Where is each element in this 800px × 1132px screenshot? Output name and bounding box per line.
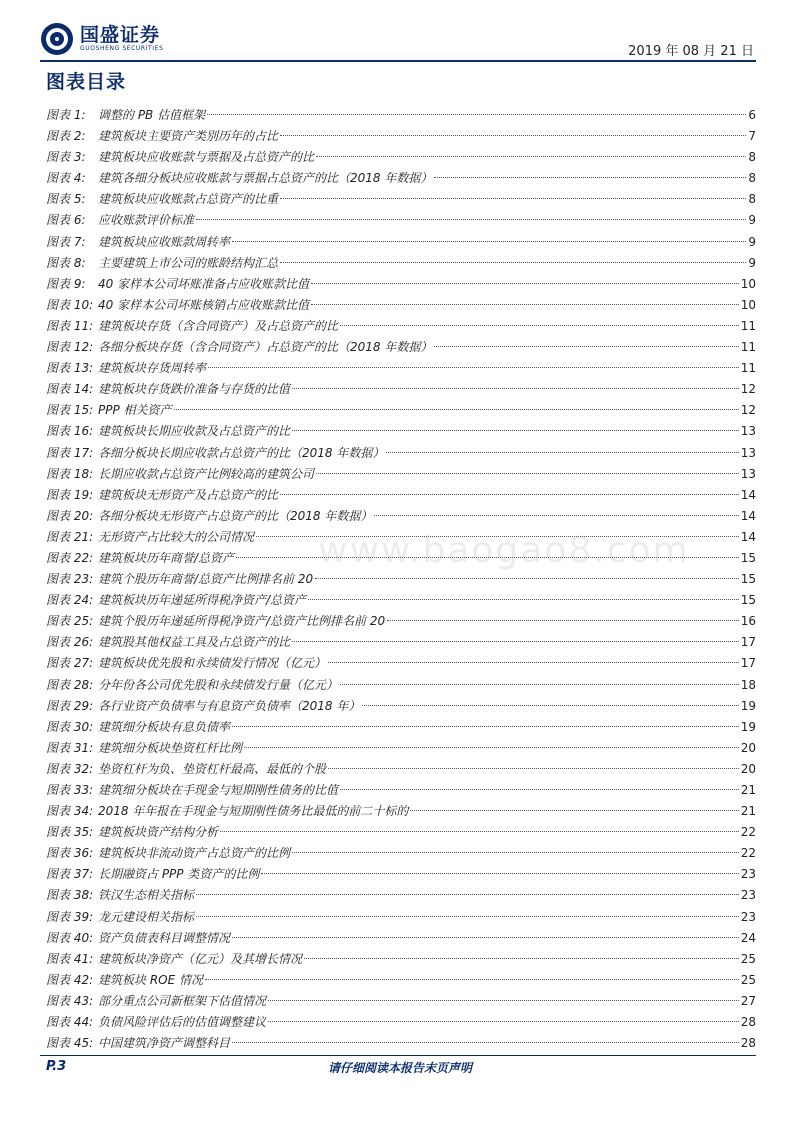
toc-entry-label: 图表 32: — [46, 761, 94, 776]
toc-entry-page: 14 — [740, 529, 756, 544]
toc-entry[interactable] — [46, 316, 756, 337]
toc-leader-dots — [311, 283, 739, 284]
toc-entry-page: 20 — [740, 761, 756, 776]
toc-entry[interactable] — [46, 379, 756, 400]
toc-entry[interactable] — [46, 611, 756, 632]
toc-entry-page: 14 — [740, 487, 756, 502]
toc-entry-page: 13 — [740, 445, 756, 460]
toc-entry-title: 建筑个股历年商誉/总资产比例排名前 20 — [98, 572, 314, 587]
toc-leader-dots — [268, 1000, 739, 1001]
toc-leader-dots — [244, 747, 739, 748]
toc-entry[interactable] — [46, 1033, 756, 1054]
toc-entry-label: 图表 45: — [46, 1036, 94, 1051]
toc-entry-title: 长期应收款占总资产比例较高的建筑公司 — [98, 466, 315, 481]
toc-entry-page: 19 — [740, 719, 756, 734]
toc-entry-title: 部分重点公司新框架下估值情况 — [98, 993, 267, 1008]
toc-entry-page: 20 — [740, 740, 756, 755]
toc-entry-page: 22 — [740, 846, 756, 861]
toc-entry-page: 8 — [748, 150, 756, 165]
toc-entry-label: 图表 39: — [46, 909, 94, 924]
toc-entry-page: 11 — [740, 361, 756, 376]
toc-entry[interactable] — [46, 253, 756, 274]
toc-entry-label: 图表 37: — [46, 867, 94, 882]
toc-entry-label: 图表 29: — [46, 698, 94, 713]
toc-leader-dots — [340, 684, 739, 685]
toc-entry-page: 21 — [740, 804, 756, 819]
toc-leader-dots — [280, 262, 746, 263]
toc-leader-dots — [220, 831, 739, 832]
toc-leader-dots — [316, 156, 746, 157]
toc-entry-page: 28 — [740, 1015, 756, 1030]
toc-leader-dots — [374, 515, 738, 516]
toc-entry-title: PPP 相关资产 — [98, 403, 172, 418]
toc-entry[interactable] — [46, 696, 756, 717]
toc-entry-title: 建筑板块存货周转率 — [98, 361, 207, 376]
toc-entry-title: 建筑板块应收账款与票据及占总资产的比 — [98, 150, 315, 165]
toc-entry[interactable] — [46, 147, 756, 168]
toc-entry-title: 垫资杠杆为负、垫资杠杆最高、最低的个股 — [98, 761, 327, 776]
toc-entry[interactable] — [46, 168, 756, 189]
toc-entry[interactable] — [46, 590, 756, 611]
toc-leader-dots — [410, 810, 738, 811]
toc-entry-label: 图表 19: — [46, 487, 94, 502]
toc-leader-dots — [434, 177, 746, 178]
toc-entry-title: 建筑股其他权益工具及占总资产的比 — [98, 635, 291, 650]
toc-entry[interactable] — [46, 485, 756, 506]
toc-leader-dots — [328, 662, 739, 663]
toc-entry-label: 图表 6: — [46, 213, 86, 228]
toc-leader-dots — [280, 198, 746, 199]
toc-entry-title: 应收账款评价标准 — [98, 213, 195, 228]
toc-entry[interactable] — [46, 717, 756, 738]
toc-entry[interactable] — [46, 105, 756, 126]
toc-entry-page: 22 — [740, 825, 756, 840]
toc-entry-label: 图表 18: — [46, 466, 94, 481]
toc-entry[interactable] — [46, 928, 756, 949]
toc-entry[interactable] — [46, 443, 756, 464]
toc-leader-dots — [196, 219, 746, 220]
toc-entry-title: 各细分板块存货（含合同资产）占总资产的比（2018 年数据） — [98, 340, 433, 355]
toc-leader-dots — [207, 114, 746, 115]
toc-entry[interactable] — [46, 232, 756, 253]
toc-entry-label: 图表 41: — [46, 951, 94, 966]
toc-entry-page: 23 — [740, 909, 756, 924]
toc-entry-title: 资产负债表科目调整情况 — [98, 930, 231, 945]
toc-entry-title: 建筑板块无形资产及占总资产的比 — [98, 487, 279, 502]
toc-entry-label: 图表 14: — [46, 382, 94, 397]
toc-entry-page: 14 — [740, 508, 756, 523]
toc-entry-label: 图表 30: — [46, 719, 94, 734]
company-logo-icon — [40, 22, 74, 56]
toc-entry-page: 24 — [740, 930, 756, 945]
toc-entry-page: 15 — [740, 550, 756, 565]
toc-entry-page: 6 — [748, 108, 756, 122]
toc-entry[interactable] — [46, 949, 756, 970]
toc-entry-label: 图表 42: — [46, 972, 94, 987]
toc-entry[interactable] — [46, 210, 756, 231]
toc-leader-dots — [362, 705, 738, 706]
toc-entry-label: 图表 25: — [46, 614, 94, 629]
toc-entry-page: 13 — [740, 466, 756, 481]
toc-entry[interactable] — [46, 189, 756, 210]
toc-entry-title: 建筑细分板块有息负债率 — [98, 719, 231, 734]
toc-entry-title: 各细分板块长期应收款占总资产的比（2018 年数据） — [98, 445, 385, 460]
toc-leader-dots — [196, 916, 739, 917]
toc-entry-title: 40 家样本公司坏账核销占应收账款比值 — [98, 297, 310, 312]
toc-entry[interactable] — [46, 358, 756, 379]
toc-entry[interactable] — [46, 1012, 756, 1033]
header-divider — [40, 60, 756, 62]
company-logo — [40, 22, 163, 56]
toc-entry-title: 龙元建设相关指标 — [98, 909, 195, 924]
toc-entry-label: 图表 9: — [46, 276, 86, 291]
toc-entry-page: 17 — [740, 656, 756, 671]
toc-leader-dots — [292, 430, 739, 431]
toc-entry-title: 建筑板块非流动资产占总资产的比例 — [98, 846, 291, 861]
toc-entry-page: 12 — [740, 382, 756, 397]
toc-entry-page: 27 — [740, 993, 756, 1008]
toc-leader-dots — [386, 452, 738, 453]
toc-entry[interactable] — [46, 421, 756, 442]
toc-entry[interactable] — [46, 506, 756, 527]
page-header — [40, 22, 756, 60]
toc-entry-page: 9 — [748, 234, 756, 249]
toc-entry-label: 图表 26: — [46, 635, 94, 650]
toc-entry-title: 2018 年年报在手现金与短期刚性债务比最低的前二十标的 — [98, 804, 409, 819]
toc-entry-title: 40 家样本公司坏账准备占应收账款比值 — [98, 276, 310, 291]
toc-entry-label: 图表 33: — [46, 783, 94, 797]
toc-leader-dots — [304, 958, 739, 959]
toc-leader-dots — [311, 304, 739, 305]
toc-entry-page: 28 — [740, 1036, 756, 1051]
toc-entry-label: 图表 20: — [46, 508, 94, 523]
toc-entry[interactable] — [46, 653, 756, 674]
toc-entry-title: 建筑板块优先股和永续债发行情况（亿元） — [98, 656, 327, 671]
toc-leader-dots — [232, 1042, 739, 1043]
toc-entry-page: 17 — [740, 635, 756, 650]
toc-entry-label: 图表 13: — [46, 361, 94, 376]
toc-entry-title: 建筑板块资产结构分析 — [98, 825, 219, 840]
toc-entry-page: 9 — [748, 213, 756, 228]
toc-entry-title: 长期融资占 PPP 类资产的比例 — [98, 867, 260, 882]
toc-entry-label: 图表 1: — [46, 108, 86, 122]
toc-entry-label: 图表 27: — [46, 656, 94, 671]
toc-entry-label: 图表 2: — [46, 129, 86, 144]
toc-entry-title: 建筑板块净资产（亿元）及其增长情况 — [98, 951, 303, 966]
toc-leader-dots — [174, 409, 739, 410]
toc-entry-page: 16 — [740, 614, 756, 629]
watermark: www.baogao8.com — [318, 530, 690, 571]
toc-entry[interactable] — [46, 569, 756, 590]
page-number: P.3 — [46, 1059, 67, 1074]
toc-entry[interactable] — [46, 822, 756, 843]
toc-entry-page: 21 — [740, 783, 756, 797]
toc-entry-label: 图表 11: — [46, 318, 94, 333]
toc-entry-page: 13 — [740, 424, 756, 439]
toc-leader-dots — [280, 135, 746, 136]
toc-leader-dots — [292, 388, 739, 389]
toc-entry-title: 建筑板块应收账款周转率 — [98, 234, 231, 249]
toc-entry[interactable] — [46, 843, 756, 864]
toc-entry-title: 分年份各公司优先股和永续债发行量（亿元） — [98, 677, 339, 692]
toc-entry-label: 图表 10: — [46, 297, 94, 312]
toc-leader-dots — [315, 578, 739, 579]
toc-entry[interactable] — [46, 295, 756, 316]
toc-entry[interactable] — [46, 400, 756, 421]
toc-entry-page: 8 — [748, 171, 756, 186]
toc-entry-label: 图表 17: — [46, 445, 94, 460]
toc-leader-dots — [232, 726, 739, 727]
toc-entry-title: 建筑各细分板块应收账款与票据占总资产的比（2018 年数据） — [98, 171, 433, 186]
toc-entry-title: 负债风险评估后的估值调整建议 — [98, 1015, 267, 1030]
toc-entry-title: 无形资产占比较大的公司情况 — [98, 529, 255, 544]
toc-leader-dots — [268, 1021, 739, 1022]
toc-entry-title: 建筑板块长期应收款及占总资产的比 — [98, 424, 291, 439]
toc-leader-dots — [340, 789, 739, 790]
toc-leader-dots — [434, 346, 738, 347]
section-title: 图表目录 — [46, 71, 127, 93]
toc-entry-page: 15 — [740, 593, 756, 608]
toc-leader-dots — [340, 325, 739, 326]
toc-entry-title: 铁汉生态相关指标 — [98, 888, 195, 903]
toc-entry-title: 建筑板块存货（含合同资产）及占总资产的比 — [98, 318, 339, 333]
toc-entry-title: 各行业资产负债率与有息资产负债率（2018 年） — [98, 698, 361, 713]
toc-leader-dots — [208, 367, 739, 368]
toc-entry[interactable] — [46, 907, 756, 928]
toc-entry[interactable] — [46, 780, 756, 801]
toc-entry-label: 图表 16: — [46, 424, 94, 439]
toc-entry[interactable] — [46, 738, 756, 759]
toc-entry-page: 12 — [740, 403, 756, 418]
toc-leader-dots — [292, 641, 739, 642]
footer-divider — [40, 1055, 756, 1056]
toc-entry-title: 建筑细分板块在手现金与短期刚性债务的比值 — [98, 783, 339, 797]
toc-entry-title: 中国建筑净资产调整科目 — [98, 1036, 231, 1051]
toc-entry-title: 建筑板块历年商誉/总资产 — [98, 550, 235, 565]
toc-entry[interactable] — [46, 864, 756, 885]
toc-entry-page: 10 — [740, 297, 756, 312]
toc-entry-label: 图表 31: — [46, 740, 94, 755]
logo-chinese-name: 国盛证券 — [80, 24, 161, 46]
toc-entry-page: 10 — [740, 276, 756, 291]
toc-leader-dots — [205, 979, 739, 980]
toc-entry[interactable] — [46, 801, 756, 822]
toc-entry-title: 调整的 PB 估值框架 — [98, 108, 206, 122]
toc-entry[interactable] — [46, 337, 756, 358]
toc-entry-title: 建筑板块应收账款占总资产的比重 — [98, 192, 279, 207]
toc-entry-title: 主要建筑上市公司的账龄结构汇总 — [98, 255, 279, 270]
logo-english-name: GUOSHENG SECURITIES — [80, 45, 164, 52]
toc-entry-label: 图表 36: — [46, 846, 94, 861]
toc-entry[interactable] — [46, 464, 756, 485]
toc-entry-page: 7 — [748, 129, 756, 144]
toc-entry-page: 11 — [740, 340, 756, 355]
toc-entry-label: 图表 7: — [46, 234, 86, 249]
toc-leader-dots — [196, 894, 739, 895]
toc-entry-label: 图表 40: — [46, 930, 94, 945]
toc-entry-page: 23 — [740, 888, 756, 903]
toc-leader-dots — [316, 473, 739, 474]
toc-entry-label: 图表 44: — [46, 1015, 94, 1030]
toc-entry-title: 建筑板块存货跌价准备与存货的比值 — [98, 382, 291, 397]
toc-leader-dots — [292, 852, 739, 853]
toc-entry[interactable] — [46, 885, 756, 906]
toc-entry[interactable] — [46, 759, 756, 780]
toc-leader-dots — [261, 873, 738, 874]
toc-leader-dots — [232, 937, 739, 938]
toc-entry-page: 23 — [740, 867, 756, 882]
toc-leader-dots — [387, 620, 739, 621]
toc-leader-dots — [328, 768, 739, 769]
toc-leader-dots — [232, 241, 746, 242]
toc-entry-page: 8 — [748, 192, 756, 207]
toc-entry-label: 图表 23: — [46, 572, 94, 587]
toc-entry-label: 图表 38: — [46, 888, 94, 903]
toc-entry-label: 图表 28: — [46, 677, 94, 692]
toc-entry-label: 图表 43: — [46, 993, 94, 1008]
toc-entry-label: 图表 8: — [46, 255, 86, 270]
toc-entry-label: 图表 21: — [46, 529, 94, 544]
toc-entry-label: 图表 5: — [46, 192, 86, 207]
toc-entry-page: 18 — [740, 677, 756, 692]
toc-entry[interactable] — [46, 991, 756, 1012]
toc-leader-dots — [280, 494, 739, 495]
toc-entry[interactable] — [46, 126, 756, 147]
toc-entry-label: 图表 35: — [46, 825, 94, 840]
toc-entry[interactable] — [46, 675, 756, 696]
toc-entry-label: 图表 22: — [46, 550, 94, 565]
report-date: 2019 年 08 月 21 日 — [628, 44, 754, 59]
toc-entry-page: 25 — [740, 972, 756, 987]
toc-entry-title: 建筑板块主要资产类别历年的占比 — [98, 129, 279, 144]
toc-entry-page: 11 — [740, 318, 756, 333]
figure-list — [46, 105, 756, 1054]
toc-entry-label: 图表 3: — [46, 150, 86, 165]
toc-entry[interactable] — [46, 632, 756, 653]
toc-entry-title: 建筑个股历年递延所得税净资产/总资产比例排名前 20 — [98, 614, 386, 629]
toc-leader-dots — [308, 599, 739, 600]
toc-entry-label: 图表 4: — [46, 171, 86, 186]
toc-entry[interactable] — [46, 970, 756, 991]
toc-entry-page: 15 — [740, 572, 756, 587]
toc-entry-label: 图表 12: — [46, 340, 94, 355]
toc-entry-page: 19 — [740, 698, 756, 713]
toc-entry-label: 图表 34: — [46, 804, 94, 819]
toc-entry-page: 9 — [748, 255, 756, 270]
toc-entry-title: 建筑细分板块垫资杠杆比例 — [98, 740, 243, 755]
toc-entry-title: 建筑板块 ROE 情况 — [98, 972, 203, 987]
toc-entry-label: 图表 15: — [46, 403, 94, 418]
toc-entry-label: 图表 24: — [46, 593, 94, 608]
toc-entry[interactable] — [46, 274, 756, 295]
toc-entry-title: 建筑板块历年递延所得税净资产/总资产 — [98, 593, 307, 608]
footer-disclaimer: 请仔细阅读本报告末页声明 — [327, 1061, 472, 1075]
toc-entry-page: 25 — [740, 951, 756, 966]
toc-entry-title: 各细分板块无形资产占总资产的比（2018 年数据） — [98, 508, 373, 523]
